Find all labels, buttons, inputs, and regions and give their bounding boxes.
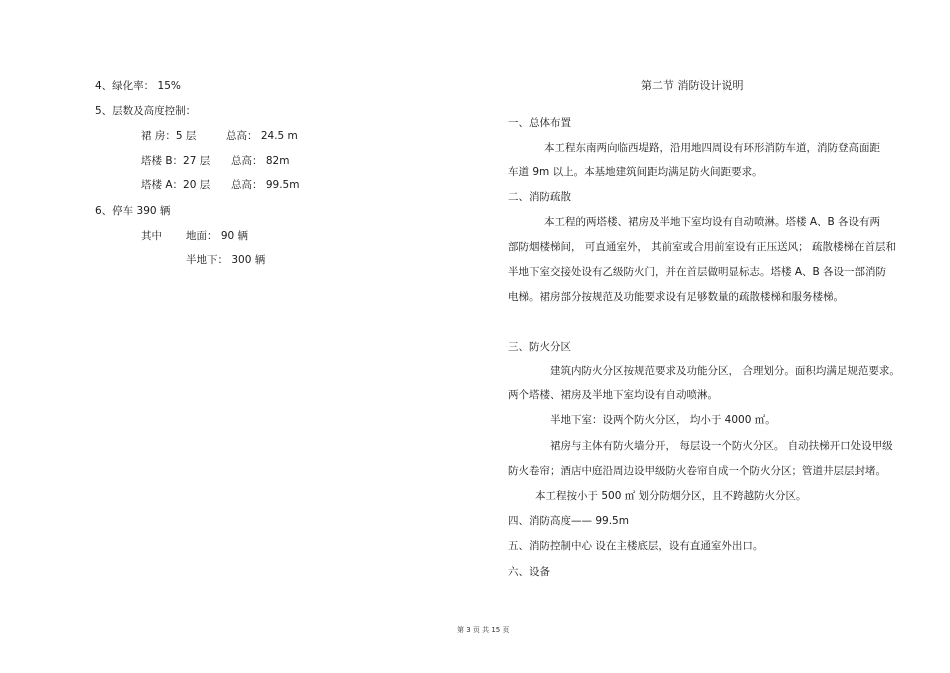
section-2-line: 部防烟楼梯间， 可直通室外， 其前室或合用前室设有正压送风； 疏散楼梯在首层和 [508, 241, 897, 253]
section-2-line: 本工程的两塔楼、裙房及半地下室均设有自动喷淋。塔楼 A、B 各设有两 [544, 216, 881, 228]
section-4-fire-height: 四、消防高度—— 99.5m [508, 515, 629, 527]
section-1-line: 本工程东南两向临西堤路，沿用地四周设有环形消防车道，消防登高面距 [544, 142, 880, 154]
section-3-line: 两个塔楼、裙房及半地下室均设有自动喷淋。 [508, 389, 718, 401]
floor-tower-a-height: 总高： 99.5m [231, 179, 300, 191]
section-1-heading: 一、总体布置 [508, 117, 571, 129]
section-2-heading: 二、消防疏散 [508, 191, 571, 203]
floor-tower-b-height: 总高： 82m [231, 155, 290, 167]
floors-heading: 5、层数及高度控制： [95, 105, 197, 117]
section-3-line: 防火卷帘；酒店中庭沿周边设甲级防火卷帘自成一个防火分区；管道井层层封堵。 [508, 465, 886, 477]
floor-podium-height: 总高： 24.5 m [226, 130, 298, 142]
section-3-line: 建筑内防火分区按规范要求及功能分区， 合理划分。面积均满足规范要求。 [550, 365, 900, 377]
parking-among-label: 其中 [141, 230, 162, 242]
parking-semi-basement: 半地下： 300 辆 [186, 254, 266, 266]
section-6-equipment: 六、设备 [508, 566, 550, 578]
section-title: 第二节 消防设计说明 [641, 79, 744, 92]
floor-podium-name: 裙 房：5 层 [141, 130, 197, 142]
section-1-line: 车道 9m 以上。本基地建筑间距均满足防火间距要求。 [508, 166, 763, 178]
section-3-line: 半地下室：设两个防火分区， 均小于 4000 ㎡。 [550, 414, 776, 426]
section-5-control-center: 五、消防控制中心 设在主楼底层，设有直通室外出口。 [508, 540, 764, 552]
floor-tower-b-name: 塔楼 B：27 层 [141, 155, 211, 167]
section-3-line: 裙房与主体有防火墙分开， 每层设一个防火分区。 自动扶梯开口处设甲级 [550, 440, 893, 452]
green-rate-item: 4、绿化率： 15% [95, 80, 181, 92]
floor-tower-a-name: 塔楼 A：20 层 [141, 179, 211, 191]
section-3-line: 本工程按小于 500 ㎡ 划分防烟分区，且不跨越防火分区。 [535, 490, 807, 502]
section-2-line: 半地下室交接处设有乙级防火门，并在首层做明显标志。塔楼 A、B 各设一部消防 [508, 266, 887, 278]
section-3-heading: 三、防火分区 [508, 341, 571, 353]
section-2-line: 电梯。裙房部分按规范及功能要求设有足够数量的疏散楼梯和服务楼梯。 [508, 291, 844, 303]
page-number: 第 3 页 共 15 页 [457, 626, 510, 634]
parking-heading: 6、停车 390 辆 [95, 205, 171, 217]
parking-ground: 地面： 90 辆 [186, 230, 249, 242]
